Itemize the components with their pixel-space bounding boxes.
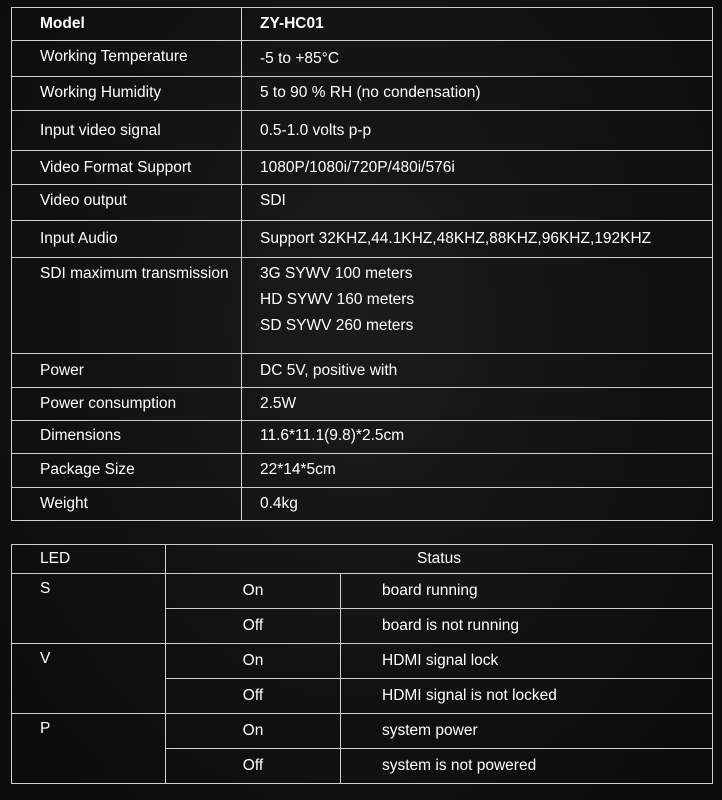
spec-label: Package Size — [12, 454, 242, 488]
spec-label: Power — [12, 354, 242, 388]
led-name: P — [12, 714, 166, 784]
led-state: Off — [166, 749, 341, 784]
spec-value-line: SD SYWV 260 meters — [260, 317, 414, 334]
spec-value: 5 to 90 % RH (no condensation) — [242, 77, 713, 111]
spec-value-line: 3G SYWV 100 meters — [260, 265, 413, 282]
spec-label: SDI maximum transmission — [12, 258, 242, 354]
spec-label: Working Humidity — [12, 77, 242, 111]
spec-row — [12, 151, 713, 185]
led-description: system power — [341, 714, 713, 749]
led-row — [12, 644, 713, 679]
spec-row — [12, 77, 713, 111]
spec-label: Input Audio — [12, 221, 242, 258]
led-header-row — [12, 545, 713, 574]
led-state: Off — [166, 679, 341, 714]
spec-value-list — [242, 258, 713, 354]
spec-label: Working Temperature — [12, 41, 242, 77]
led-description: system is not powered — [341, 749, 713, 784]
led-name: S — [12, 574, 166, 644]
spec-value: 22*14*5cm — [242, 454, 713, 488]
spec-value-line: HD SYWV 160 meters — [260, 291, 415, 308]
spec-header-value: ZY-HC01 — [242, 8, 713, 41]
spec-row — [12, 454, 713, 488]
led-status-table — [11, 544, 713, 784]
spec-value: Support 32KHZ,44.1KHZ,48KHZ,88KHZ,96KHZ,192KHZ — [242, 221, 713, 258]
spec-label: Dimensions — [12, 421, 242, 454]
spec-value: 11.6*11.1(9.8)*2.5cm — [242, 421, 713, 454]
led-row — [12, 574, 713, 609]
status-header-label: Status — [166, 545, 713, 574]
spec-label: Input video signal — [12, 111, 242, 151]
spec-row — [12, 221, 713, 258]
spec-label: Weight — [12, 488, 242, 521]
spec-row — [12, 421, 713, 454]
led-name: V — [12, 644, 166, 714]
led-state: On — [166, 714, 341, 749]
spec-value: SDI — [242, 185, 713, 221]
led-description: HDMI signal is not locked — [341, 679, 713, 714]
specifications-table — [11, 7, 713, 521]
spec-row — [12, 488, 713, 521]
led-description: board is not running — [341, 609, 713, 644]
led-row — [12, 714, 713, 749]
spec-row — [12, 388, 713, 421]
spec-value: 2.5W — [242, 388, 713, 421]
spec-row — [12, 111, 713, 151]
spec-row-multiline — [12, 258, 713, 354]
spec-value: DC 5V, positive with — [242, 354, 713, 388]
led-state: On — [166, 574, 341, 609]
spec-row — [12, 354, 713, 388]
led-state: On — [166, 644, 341, 679]
spec-header-label: Model — [12, 8, 242, 41]
spec-label: Power consumption — [12, 388, 242, 421]
led-description: HDMI signal lock — [341, 644, 713, 679]
spec-label: Video Format Support — [12, 151, 242, 185]
spec-row — [12, 41, 713, 77]
spec-label: Video output — [12, 185, 242, 221]
spec-row — [12, 185, 713, 221]
spec-value: 1080P/1080i/720P/480i/576i — [242, 151, 713, 185]
spec-header-row — [12, 8, 713, 41]
led-header-label: LED — [12, 545, 166, 574]
spec-value: 0.4kg — [242, 488, 713, 521]
led-state: Off — [166, 609, 341, 644]
spec-value: 0.5-1.0 volts p-p — [242, 111, 713, 151]
led-description: board running — [341, 574, 713, 609]
spec-value: -5 to +85°C — [242, 41, 713, 77]
